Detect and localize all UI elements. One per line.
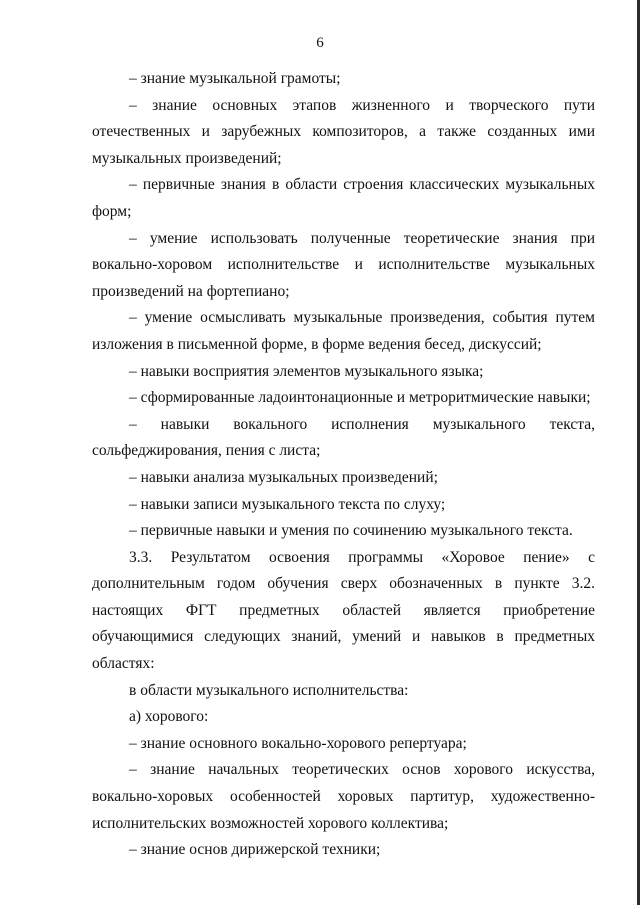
paragraph-8: – навыки вокального исполнения музыкального текста, сольфеджирования, пения с листа; <box>92 415 595 460</box>
paragraph-12: 3.3. Результатом освоения программы «Хоровое пение» с дополнительным годом обучения сверх обозначенных в пункте 3.2. настоящих ФГТ предметных областей является приобретение обучающимися следующих знаний, умений и навыков в предметных областях: <box>92 548 595 673</box>
paragraph-4: – умение использовать полученные теоретические знания при вокально-хоровом исполнительстве и исполнительстве музыкальных произведений на фортепиано; <box>92 229 595 300</box>
paragraph-3: – первичные знания в области строения классических музыкальных форм; <box>92 176 595 220</box>
page-number: 6 <box>316 35 324 51</box>
paragraph-14: а) хорового: <box>129 708 209 726</box>
paragraph-1: – знание музыкальной грамоты; <box>129 70 341 87</box>
document-body <box>92 66 595 864</box>
paragraph-5: – умение осмысливать музыкальные произведения, события путем изложения в письменной форме, в форме ведения бесед, дискуссий; <box>92 309 595 353</box>
paragraph-6: – навыки восприятия элементов музыкального языка; <box>129 362 484 380</box>
paragraph-17: – знание основ дирижерской техники; <box>129 841 381 859</box>
paragraph-13: в области музыкального исполнительства: <box>129 681 409 699</box>
paragraph-7: – сформированные ладоинтонационные и метроритмические навыки; <box>129 389 591 407</box>
paragraph-15: – знание основного вокально-хорового репертуара; <box>129 734 467 752</box>
paragraph-10: – навыки записи музыкального текста по слуху; <box>129 495 446 513</box>
paragraph-9: – навыки анализа музыкальных произведений; <box>129 468 438 486</box>
paragraph-16: – знание начальных теоретических основ хорового искусства, вокально-хоровых особенностей хоровых партитур, художественно-исполнительских возможностей хорового коллектива; <box>92 761 595 832</box>
paragraph-2: – знание основных этапов жизненного и творческого пути отечественных и зарубежных композиторов, а также созданных ими музыкальных произведений; <box>92 96 595 167</box>
paragraph-11: – первичные навыки и умения по сочинению музыкального текста. <box>129 522 573 540</box>
